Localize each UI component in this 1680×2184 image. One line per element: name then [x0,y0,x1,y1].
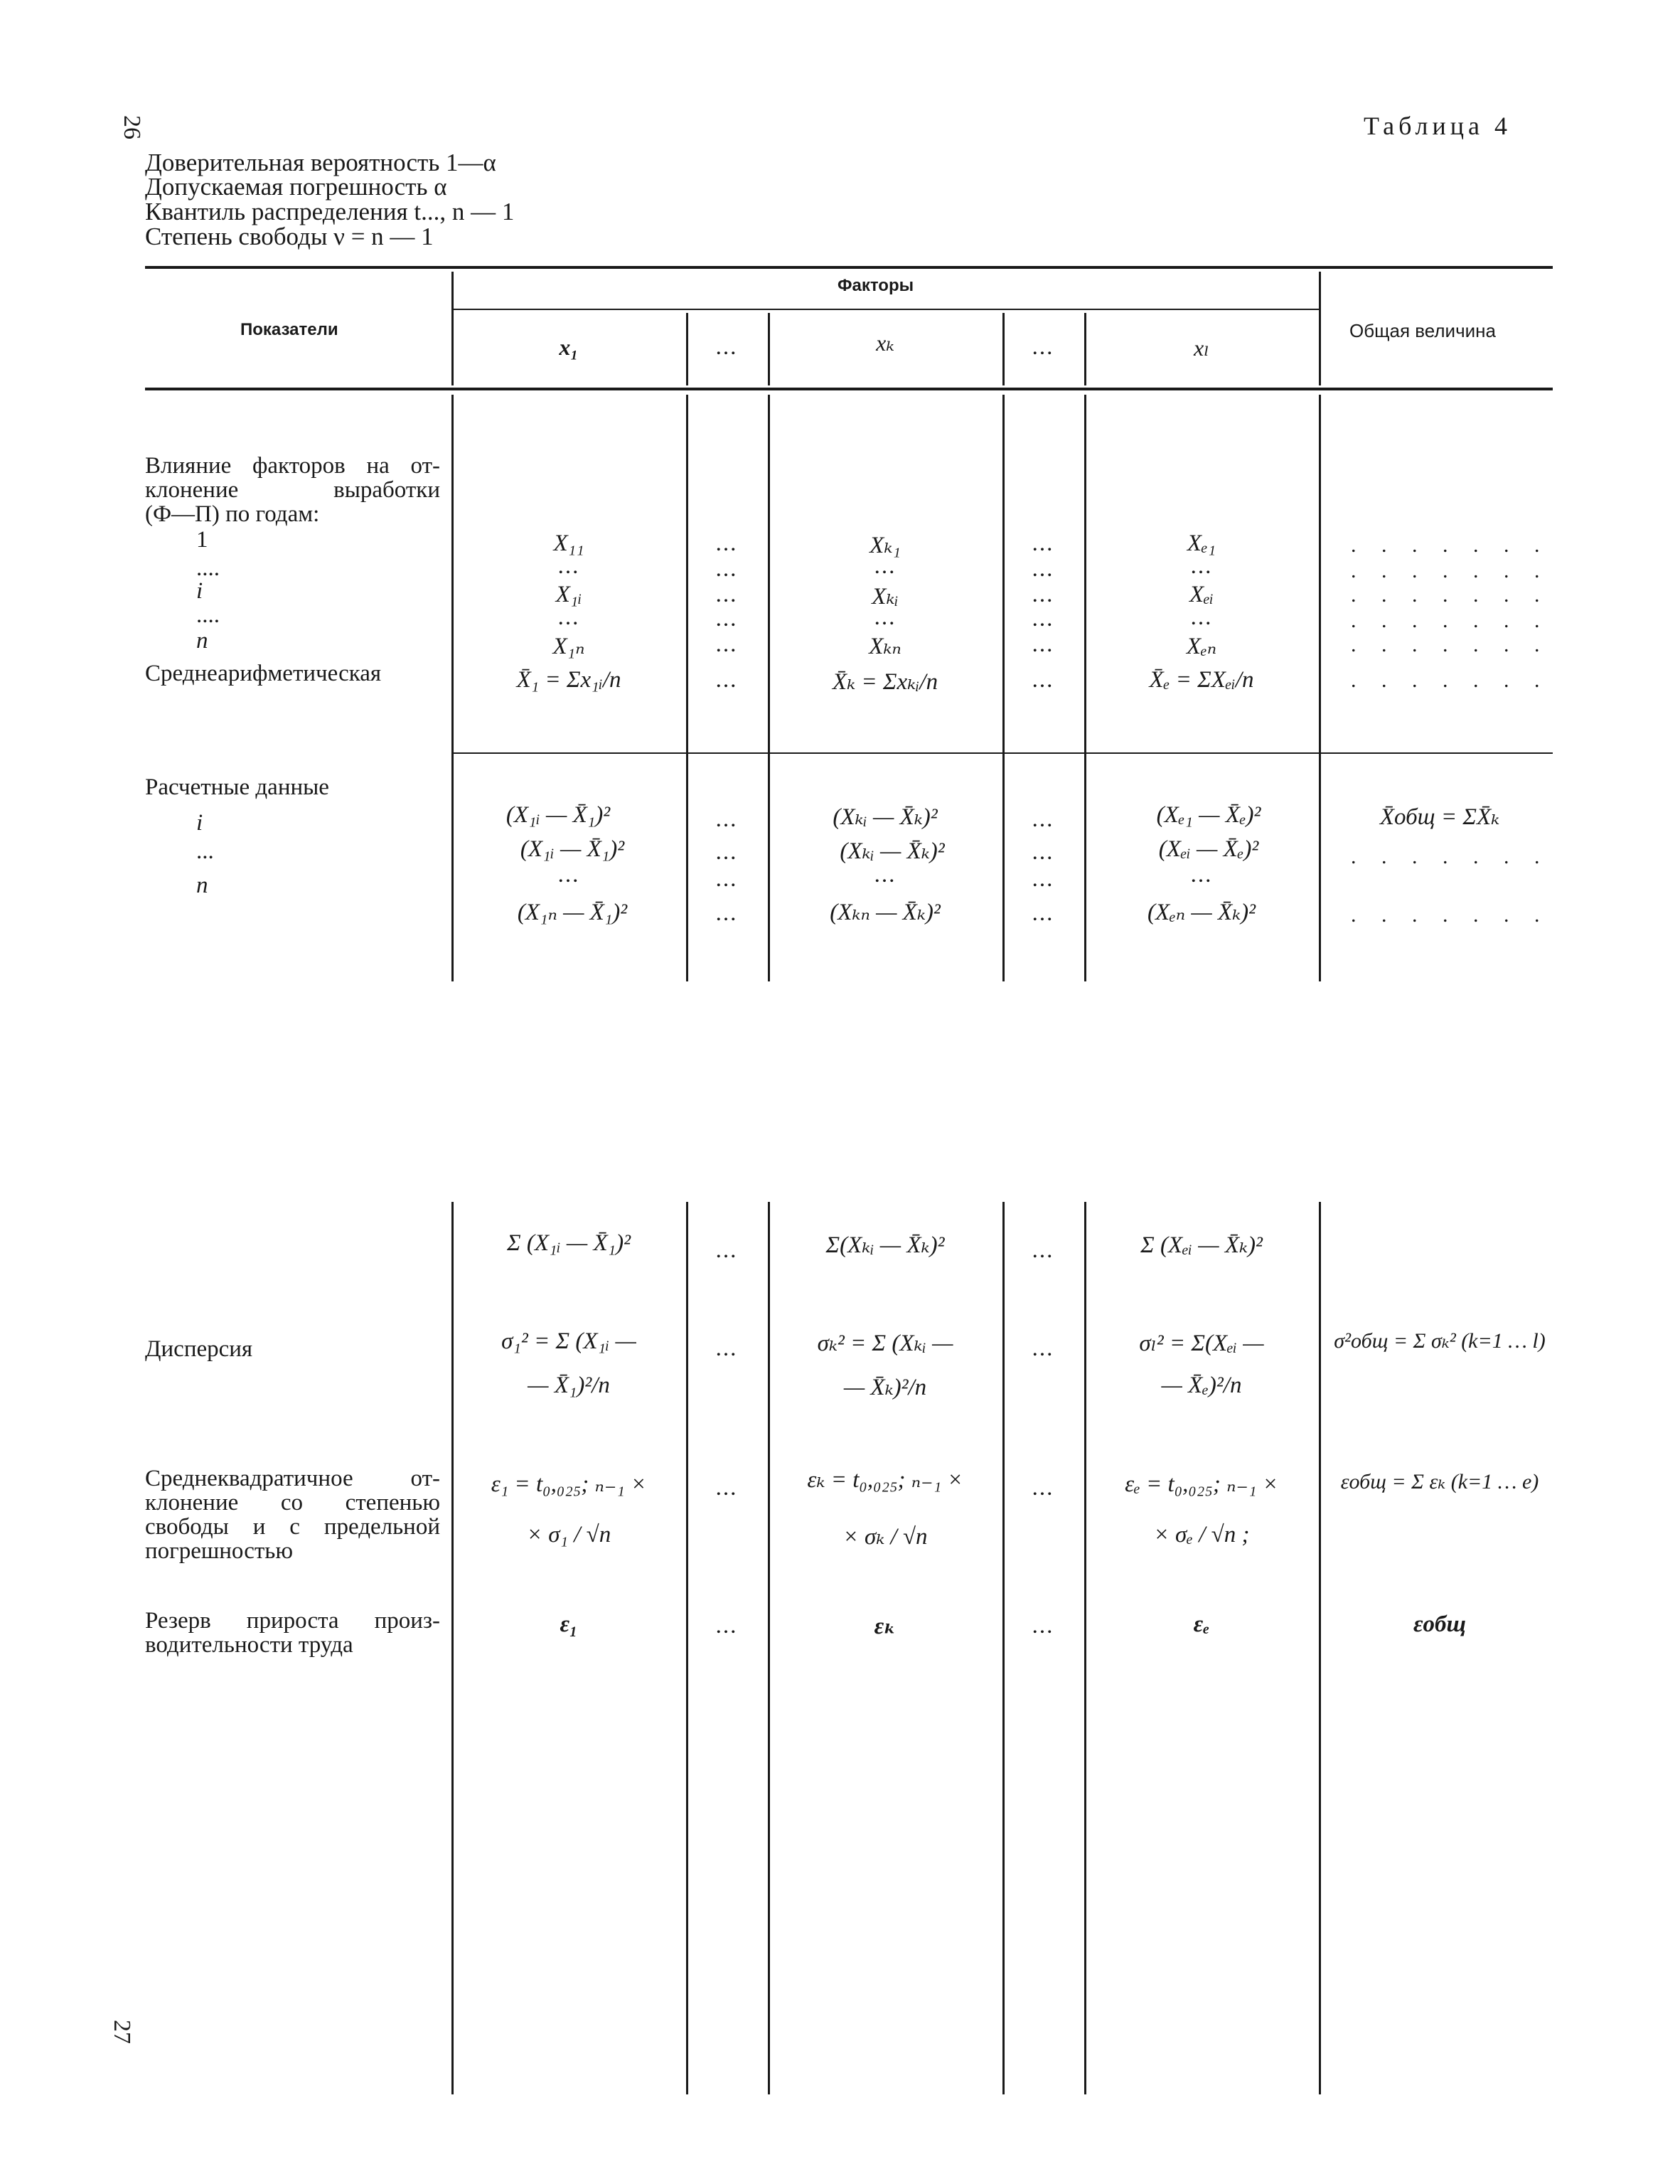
gap-dots: ... [715,866,738,892]
cell-dev-x1: (X₁ᵢ — X̄₁)² [505,802,611,828]
gap-dots: ... [1032,806,1054,832]
total-dots: . . . . . . . [1351,609,1550,632]
cell-xk-mean: X̄ₖ = Σxₖᵢ/n [832,669,938,695]
cell-std-xk: × σₖ / √n [842,1524,928,1550]
cell-x11: X₁₁ [553,531,584,556]
gap-dots: ... [715,1336,738,1361]
cell-std-xk: εₖ = t₀,₀₂₅; ₙ₋₁ × [807,1467,963,1493]
row-label-dots: .... [196,555,220,581]
cell-x1-mean: X̄₁ = Σx₁ᵢ/n [516,667,621,693]
gap-dots: ... [1032,556,1054,582]
gap-dots: ... [715,1475,738,1501]
gap-dots: ... [1032,632,1054,657]
header-indicators: Показатели [240,320,338,339]
total-dots: . . . . . . . [1351,668,1550,692]
gap-dots: ... [1032,1475,1054,1501]
cell-dots: ... [1190,604,1213,630]
col-divider-header [686,313,688,385]
table-title: Таблица 4 [1364,112,1512,140]
col-divider [768,1202,770,2094]
total-reserve: εобщ [1413,1612,1466,1637]
cell-disp-x1: σ₁² = Σ (X₁ᵢ — [501,1328,636,1354]
header-xk: xₖ [876,330,894,356]
row-label-n: n [196,628,208,654]
error-line: Допускаемая погрешность α [145,173,447,201]
cell-xen: Xₑₙ [1186,634,1217,659]
cell-dev-xe: (Xₑᵢ — X̄ₑ)² [1158,836,1259,862]
gap-dots: ... [1032,1613,1054,1639]
page-number-27: 27 [109,2020,135,2044]
total-dots: . . . . . . . [1351,533,1550,557]
col-divider [686,1202,688,2094]
gap-dots: ... [1032,900,1054,926]
reserve-label: Резерв прироста произ- водительности труда [145,1608,440,1658]
total-std: εобщ = Σ εₖ (k=1 … e) [1340,1470,1539,1493]
table-top-rule [145,266,1553,269]
section2-label: Расчетные данные [145,774,329,800]
header-bottom-rule [145,388,1553,390]
col-divider [1084,395,1086,981]
gap-dots: ... [715,556,738,582]
gap-dots: ... [715,582,738,607]
gap-dots: ... [715,806,738,832]
cell-std-x1: × σ₁ / √n [526,1522,611,1548]
total-dots: . . . . . . . [1351,633,1550,656]
cell-dev-xkn: (Xₖₙ — X̄ₖ)² [830,900,941,925]
col-divider [1319,1202,1321,2094]
cell-xkn: Xₖₙ [869,634,901,659]
gap-dots: ... [1032,606,1054,632]
factors-underline [451,309,1319,310]
gap-dots: ... [1032,839,1054,865]
cell-reserve-xk: εₖ [874,1614,897,1639]
freedom-line: Степень свободы ν = n — 1 [145,223,434,250]
cell-dots: ... [1190,862,1213,888]
header-x1: x₁ [559,334,579,360]
confidence-line: Доверительная вероятность 1—α [145,149,496,176]
cell-dots: ... [874,553,897,579]
page-number-26: 26 [119,115,145,139]
col-divider-header [1319,272,1321,385]
cell-dev-xe: (Xₑ₁ — X̄ₑ)² [1156,802,1261,828]
cell-std-xl: εₑ = t₀,₀₂₅; ₙ₋₁ × [1125,1471,1278,1497]
cell-disp-xl: σₗ² = Σ(Xₑᵢ — [1139,1331,1264,1356]
row-label-i: i [196,810,203,836]
gap-dots: ... [715,900,738,926]
total-dots: . . . . . . . [1351,583,1550,607]
gap-dots: ... [715,606,738,632]
dispersion-label: Дисперсия [145,1336,253,1362]
cell-dots: ... [1190,553,1213,579]
row-label-mean: Среднеарифметическая [145,661,382,686]
row-label-n: n [196,873,208,898]
col-divider [1002,395,1005,981]
cell-disp-xk: σₖ² = Σ (Xₖᵢ — [817,1331,953,1356]
cell-std-xl: × σₑ / √n ; [1153,1522,1250,1548]
cell-dots: ... [557,553,580,579]
header-total: Общая величина [1349,320,1496,341]
cell-sum-xk: Σ(Xₖᵢ — X̄ₖ)² [825,1232,945,1258]
row-label-dots: ... [196,838,214,864]
cell-std-x1: ε₁ = t₀,₀₂₅; ₙ₋₁ × [491,1471,647,1497]
total-dots: . . . . . . . [1351,845,1550,868]
cell-xe-mean: X̄ₑ = ΣXₑᵢ/n [1149,667,1254,693]
std-label: Среднеквадратичное от- клонение со степенью свободы и с предельной погрешностью [145,1466,440,1564]
cell-disp-xl: — X̄ₑ)²/n [1161,1373,1242,1398]
cell-dev-x1: (X₁ᵢ — X̄₁)² [520,836,625,862]
header-factors: Факторы [838,276,914,295]
gap-dots: ... [1032,866,1054,892]
cell-dev-x1n: (X₁ₙ — X̄₁)² [517,900,628,925]
row-label-dots: .... [196,602,220,628]
cell-dots: ... [874,862,897,888]
cell-sum-x1: Σ (X₁ᵢ — X̄₁)² [506,1230,631,1256]
cell-disp-xk: — X̄ₖ)²/n [843,1375,927,1400]
header-ellipsis: ... [715,334,738,360]
cell-dev-xk: (Xₖᵢ — X̄ₖ)² [840,838,945,864]
cell-xe1: Xₑ₁ [1187,531,1216,556]
cell-dev-xen: (Xₑₙ — X̄ₖ)² [1147,900,1256,925]
cell-xk1: Xₖ₁ [870,533,901,558]
col-divider [451,1202,454,2094]
gap-dots: ... [1032,582,1054,607]
total-dots: . . . . . . . [1351,559,1550,582]
cell-dev-xk: (Xₖᵢ — X̄ₖ)² [833,804,938,830]
cell-xki: Xₖᵢ [872,584,899,609]
total-mean: X̄общ = ΣX̄ₖ [1379,804,1500,830]
cell-dots: ... [557,604,580,630]
cell-reserve-xl: εₑ [1193,1612,1210,1637]
row-label-i: i [196,578,203,604]
cell-reserve-x1: ε₁ [560,1612,578,1637]
col-divider [686,395,688,981]
col-divider [1319,395,1321,981]
gap-dots: ... [1032,1237,1054,1263]
col-divider [1002,1202,1005,2094]
section1-label: Влияние факторов на от- клонение выработки (Ф—П) по годам: [145,453,440,527]
col-divider [1084,1202,1086,2094]
header-ellipsis: ... [1032,334,1054,360]
col-divider-header [768,313,770,385]
gap-dots: ... [1032,667,1054,693]
col-divider-header [1002,313,1005,385]
cell-x1n: X₁ₙ [552,634,585,659]
gap-dots: ... [715,531,738,556]
cell-sum-xl: Σ (Xₑᵢ — X̄ₖ)² [1140,1232,1263,1258]
gap-dots: ... [1032,531,1054,556]
gap-dots: ... [715,667,738,693]
cell-disp-x1: — X̄₁)²/n [528,1373,610,1398]
quantile-line: Квантиль распределения t..., n — 1 [145,198,515,225]
gap-dots: ... [715,1613,738,1639]
cell-dots: ... [557,862,580,888]
col-divider [451,395,454,981]
gap-dots: ... [715,1237,738,1263]
cell-x1i: X₁ᵢ [555,582,582,607]
row-label-1: 1 [196,527,208,553]
cell-xei: Xₑᵢ [1189,582,1214,607]
gap-dots: ... [715,632,738,657]
col-divider-header [451,272,454,385]
col-divider [768,395,770,981]
gap-dots: ... [715,839,738,865]
total-dots: . . . . . . . [1351,903,1550,927]
cell-dots: ... [874,604,897,630]
gap-dots: ... [1032,1336,1054,1361]
col-divider-header [1084,313,1086,385]
total-dispersion: σ²общ = Σ σₖ² (k=1 … l) [1334,1329,1546,1353]
header-xl: xₗ [1194,335,1209,361]
